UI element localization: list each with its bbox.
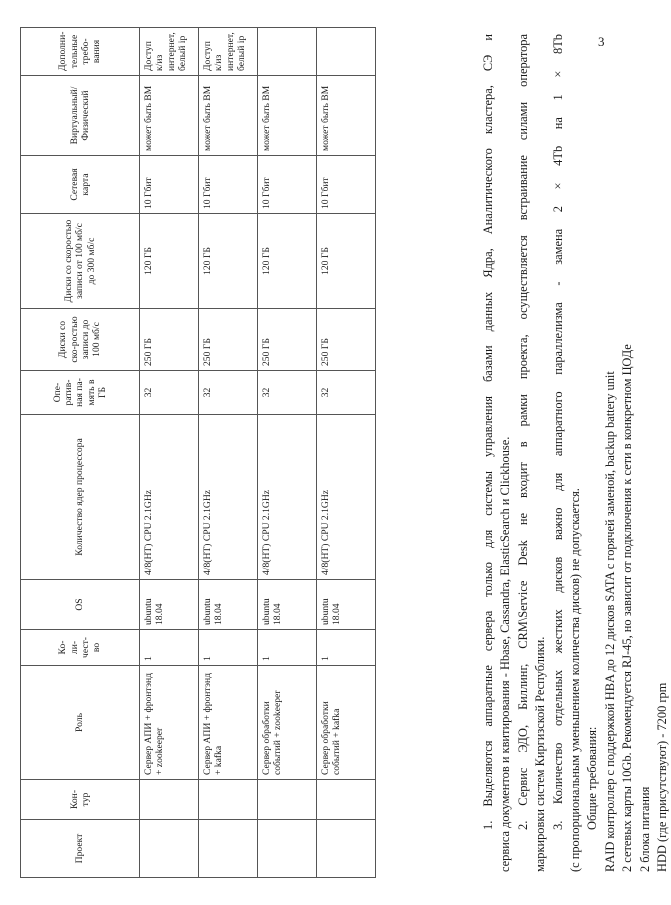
cell-disk-slow: 250 ГБ [317, 309, 376, 371]
note-3-line-2: (с пропорциональным уменьшением количества дисков) не допускается. [568, 488, 583, 872]
header-disk-fast: Диски со скоростью записи от 100 мб/с до 300 мб/с [21, 214, 140, 309]
cell-role: Сервер АПИ + фронтэнд + zookeeper [140, 666, 199, 780]
page-number: 3 [598, 34, 605, 49]
notes-section [480, 34, 671, 872]
requirement-power: 2 блока питания [637, 786, 652, 872]
cell-count: 1 [317, 630, 376, 666]
note-3-line-1: 3. Количество отдельных жестких дисков важно для аппаратного параллелизма - замена 2 × 4Tb на 1 × 8Tb [550, 34, 565, 830]
header-cpu: Количество ядер процессора [21, 415, 140, 580]
cell-virtual-physical: может быть ВМ [140, 76, 199, 156]
cell-disk-slow: 250 ГБ [140, 309, 199, 371]
general-requirements-title: Общие требования: [585, 726, 600, 830]
table-row [258, 28, 317, 878]
cell-role: Сервер АПИ + фронтэнд + kafka [199, 666, 258, 780]
cell-cpu: 4/8(HT) CPU 2.1GHz [140, 415, 199, 580]
note-2-line-2: маркировки систем Киргизской Республики. [533, 636, 548, 872]
cell-nic: 10 Гбит [140, 156, 199, 214]
cell-ram: 32 [258, 371, 317, 415]
cell-os: ubuntu 18.04 [258, 580, 317, 630]
cell-project [199, 820, 258, 878]
cell-count: 1 [140, 630, 199, 666]
header-os: OS [21, 580, 140, 630]
cell-ram: 32 [199, 371, 258, 415]
note-1-line-2: сервиса документов и квитирования - Hbase, Cassandra, ElasticSearch и Clickhouse. [498, 436, 513, 872]
cell-contour [140, 780, 199, 820]
cell-os: ubuntu 18.04 [140, 580, 199, 630]
cell-os: ubuntu 18.04 [199, 580, 258, 630]
header-project: Проект [21, 820, 140, 878]
server-spec-table [20, 27, 376, 878]
cell-disk-slow: 250 ГБ [199, 309, 258, 371]
cell-project [317, 820, 376, 878]
table-row [140, 28, 199, 878]
cell-nic: 10 Гбит [258, 156, 317, 214]
cell-virtual-physical: может быть ВМ [258, 76, 317, 156]
cell-count: 1 [199, 630, 258, 666]
cell-nic: 10 Гбит [317, 156, 376, 214]
cell-extra: Доступ к/из интернет, белый ip [140, 28, 199, 76]
cell-nic: 10 Гбит [199, 156, 258, 214]
header-contour: Кон-тур [21, 780, 140, 820]
requirement-raid: RAID контроллер с поддержкой HBA до 12 дисков SATA с горячей заменой, backup battery unit [602, 371, 617, 872]
header-count: Ко-ли-чест-во [21, 630, 140, 666]
cell-contour [199, 780, 258, 820]
header-role: Роль [21, 666, 140, 780]
cell-disk-fast: 120 ГБ [199, 214, 258, 309]
cell-ram: 32 [140, 371, 199, 415]
cell-virtual-physical: может быть ВМ [199, 76, 258, 156]
cell-project [140, 820, 199, 878]
requirement-hdd: HDD (где присутствуют) - 7200 rpm [655, 682, 670, 872]
cell-cpu: 4/8(HT) CPU 2.1GHz [317, 415, 376, 580]
note-2-line-1: 2. Сервис ЭДО, Биллинг, CRM\Service Desk не входит в рамки проекта, осуществляется встраивание силами оператора [515, 34, 530, 830]
requirement-network: 2 сетевых карты 10Gb. Рекомендуется RJ-45, но зависит от подключения к сети в конкретном ЦОДе [620, 344, 635, 872]
cell-count: 1 [258, 630, 317, 666]
cell-disk-slow: 250 ГБ [258, 309, 317, 371]
cell-role: Сервер обработки событий + kafka [317, 666, 376, 780]
table-row [317, 28, 376, 878]
header-extra: Дополни-тельные требо-вания [21, 28, 140, 76]
cell-disk-fast: 120 ГБ [140, 214, 199, 309]
cell-ram: 32 [317, 371, 376, 415]
cell-contour [317, 780, 376, 820]
cell-disk-fast: 120 ГБ [317, 214, 376, 309]
header-disk-slow: Диски со ско-ростью записи до 100 мб/с [21, 309, 140, 371]
cell-extra [258, 28, 317, 76]
cell-role: Сервер обработки событий + zookeeper [258, 666, 317, 780]
header-nic: Сетевая карта [21, 156, 140, 214]
table-header-row [21, 28, 140, 878]
cell-cpu: 4/8(HT) CPU 2.1GHz [199, 415, 258, 580]
cell-contour [258, 780, 317, 820]
cell-os: ubuntu 18.04 [317, 580, 376, 630]
cell-disk-fast: 120 ГБ [258, 214, 317, 309]
cell-project [258, 820, 317, 878]
cell-extra: Доступ к/из интернет, белый ip [199, 28, 258, 76]
cell-extra [317, 28, 376, 76]
rotated-content [20, 28, 670, 878]
note-1-line-1: 1. Выделяются аппаратные сервера только для системы управления базами данных Ядра, Аналитического кластера, СЭ и [481, 34, 495, 830]
cell-virtual-physical: может быть ВМ [317, 76, 376, 156]
table-row [199, 28, 258, 878]
header-ram: Опе-ратив-ная па-мять в ГБ [21, 371, 140, 415]
cell-cpu: 4/8(HT) CPU 2.1GHz [258, 415, 317, 580]
header-virtual-physical: Виртуальный/ Физический [21, 76, 140, 156]
